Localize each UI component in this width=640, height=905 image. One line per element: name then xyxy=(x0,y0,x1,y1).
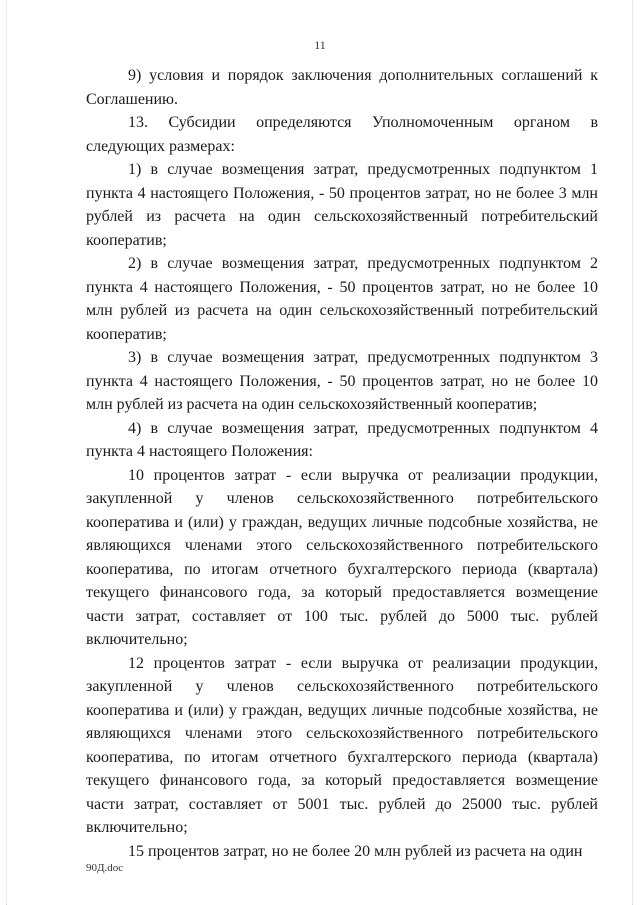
paragraph-section-13: 13. Субсидии определяются Уполномоченным органом в следующих размерах: xyxy=(86,114,598,155)
paragraph-rate-15-percent: 15 процентов затрат, но не более 20 млн рублей из расчета на один xyxy=(128,842,583,860)
document-body xyxy=(86,64,598,863)
paragraph-rate-12-percent: 12 процентов затрат - если выручка от реализации продукции, закупленной у членов сельскохозяйственного потребительского кооператива и (или) у граждан, ведущих личные подсобные хозяйства, не являющихся членами этого сельскохозяйственного потребительского кооператива, по итогам отчетного бухгалтерского периода (квартала) текущего финансового года, за который предоставляется возмещение части затрат, составляет от 5001 тыс. рублей до 25000 тыс. рублей включительно; xyxy=(86,654,598,836)
paragraph-subitem-3: 3) в случае возмещения затрат, предусмотренных подпунктом 3 пункта 4 настоящего Положения, - 50 процентов затрат, но не более 10 млн рублей из расчета на один сельскохозяйственный кооператив; xyxy=(86,349,598,413)
paragraph-subitem-4: 4) в случае возмещения затрат, предусмотренных подпунктом 4 пункта 4 настоящего Положения: xyxy=(86,419,598,460)
paragraph-subitem-1: 1) в случае возмещения затрат, предусмотренных подпунктом 1 пункта 4 настоящего Положения, - 50 процентов затрат, но не более 3 млн рублей из расчета на один сельскохозяйственный потребительский кооператив; xyxy=(86,161,598,249)
paragraph-subitem-2: 2) в случае возмещения затрат, предусмотренных подпунктом 2 пункта 4 настоящего Положения, - 50 процентов затрат, но не более 10 млн рублей из расчета на один сельскохозяйственный потребительский кооператив; xyxy=(86,255,598,343)
paragraph-rate-10-percent: 10 процентов затрат - если выручка от реализации продукции, закупленной у членов сельскохозяйственного потребительского кооператива и (или) у граждан, ведущих личные подсобные хозяйства, не являющихся членами этого сельскохозяйственного потребительского кооператива, по итогам отчетного бухгалтерского периода (квартала) текущего финансового года, за который предоставляется возмещение части затрат, составляет от 100 тыс. рублей до 5000 тыс. рублей включительно; xyxy=(86,466,598,648)
page-number: 11 xyxy=(314,38,326,52)
footer-filename: 90Д.doc xyxy=(86,862,124,874)
scan-edge-left xyxy=(6,0,8,905)
scan-edge-right xyxy=(632,0,634,905)
paragraph-item-9-conditions: 9) условия и порядок заключения дополнительных соглашений к Соглашению. xyxy=(86,67,598,108)
